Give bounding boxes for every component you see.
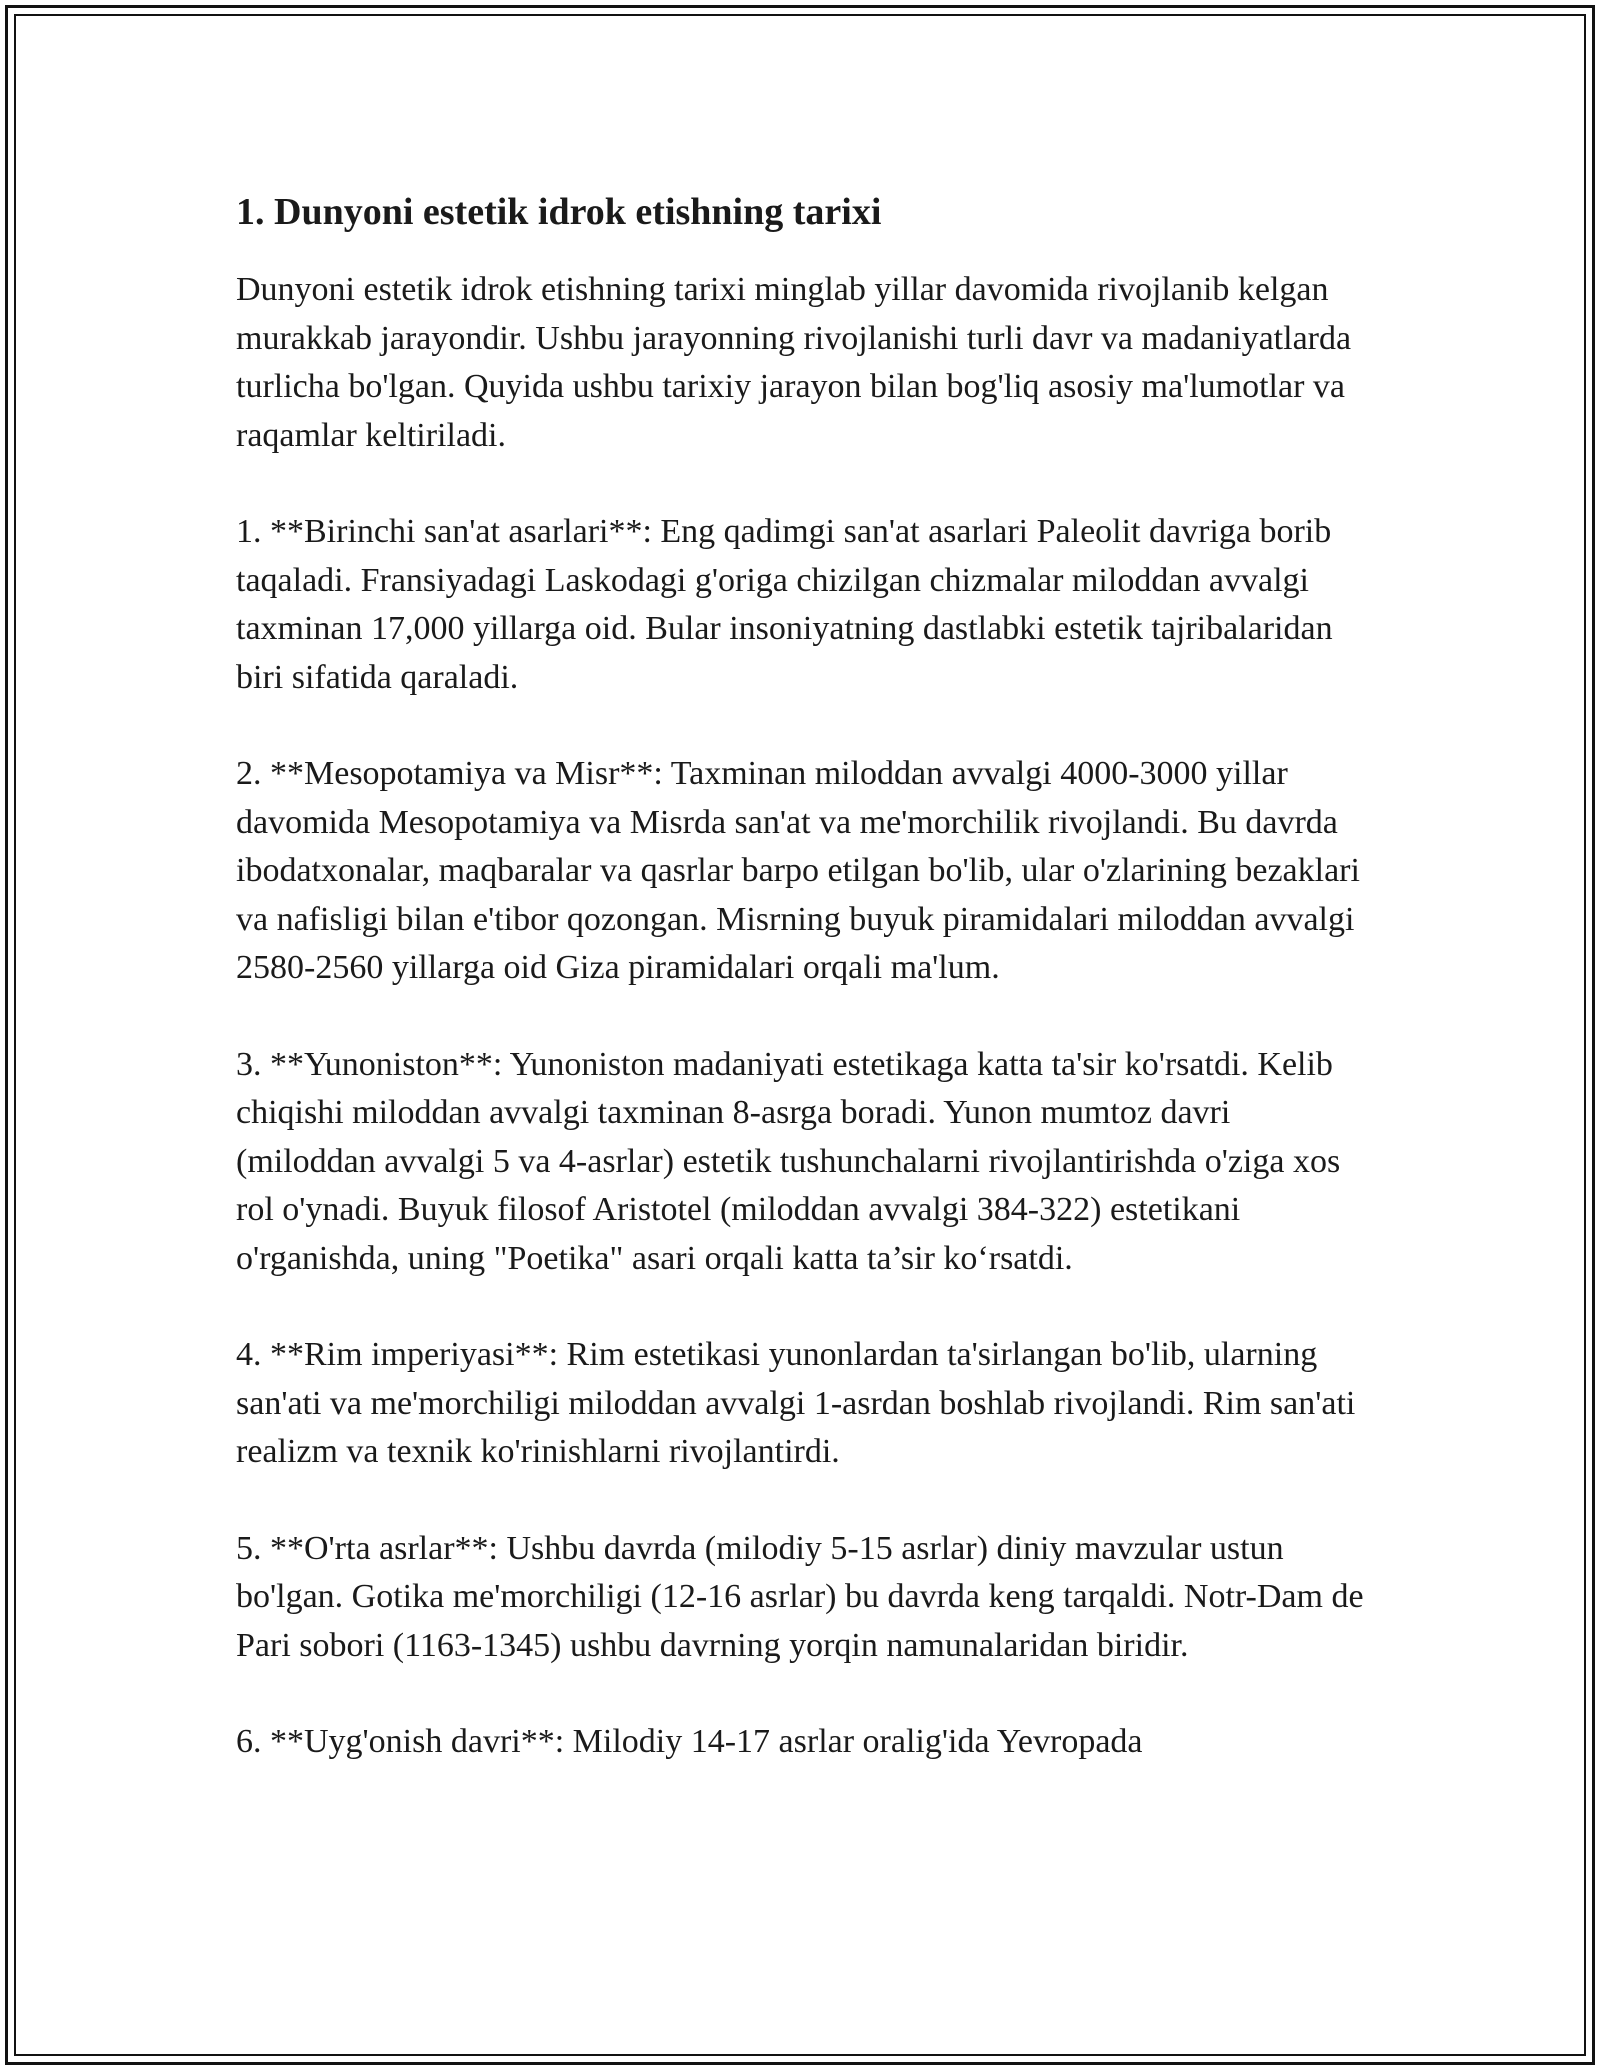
document-body — [236, 186, 1376, 1815]
list-item-roman-empire: 4. **Rim imperiyasi**: Rim estetikasi yunonlardan ta'sirlangan bo'lib, ularning san'ati va me'morchiligi miloddan avvalgi 1-asrdan boshlab rivojlandi. Rim san'ati realizm va texnik ko'rinishlarni rivojlantirdi. — [236, 1336, 1356, 1470]
list-item-middle-ages: 5. **O'rta asrlar**: Ushbu davrda (milodiy 5-15 asrlar) diniy mavzular ustun bo'lgan. Gotika me'morchiligi (12-16 asrlar) bu davrda keng tarqaldi. Notr-Dam de Pari sobori (1163-1345) ushbu davrning yorqin namunalaridan biridir. — [236, 1529, 1364, 1664]
list-item-mesopotamia-egypt: 2. **Mesopotamiya va Misr**: Taxminan miloddan avvalgi 4000-3000 yillar davomida Mesopotamiya va Misrda san'at va me'morchilik rivojlandi. Bu davrda ibodatxonalar, maqbaralar va qasrlar barpo etilgan bo'lib, ular o'zlarining bezaklari va nafisligi bilan e'tibor qozongan. Misrning buyuk piramidalari miloddan avvalgi 2580-2560 yillarga oid Giza piramidalari orqali ma'lum. — [236, 755, 1360, 986]
document-title: 1. Dunyoni estetik idrok etishning tarixi — [236, 191, 882, 233]
list-item-first-artworks: 1. **Birinchi san'at asarlari**: Eng qadimgi san'at asarlari Paleolit davriga borib taqaladi. Fransiyadagi Laskodagi g'origa chizilgan chizmalar miloddan avvalgi taxminan 17,000 yillarga oid. Bular insoniyatning dastlabki estetik tajribalaridan biri sifatida qaraladi. — [236, 513, 1333, 696]
intro-paragraph: Dunyoni estetik idrok etishning tarixi minglab yillar davomida rivojlanib kelgan murakkab jarayondir. Ushbu jarayonning rivojlanishi turli davr va madaniyatlarda turlicha bo'lgan. Quyida ushbu tarixiy jarayon bilan bog'liq asosiy ma'lumotlar va raqamlar keltiriladi. — [236, 271, 1352, 454]
list-item-greece: 3. **Yunoniston**: Yunoniston madaniyati estetikaga katta ta'sir ko'rsatdi. Kelib chiqishi miloddan avvalgi taxminan 8-asrga boradi. Yunon mumtoz davri (miloddan avvalgi 5 va 4-asrlar) estetik tushunchalarni rivojlantirishda o'ziga xos rol o'ynadi. Buyuk filosof Aristotel (miloddan avvalgi 384-322) estetikani o'rganishda, uning "Poetika" asari orqali katta ta’sir ko‘rsatdi. — [236, 1045, 1341, 1277]
list-item-renaissance: 6. **Uyg'onish davri**: Milodiy 14-17 asrlar oralig'ida Yevropada — [236, 1723, 1143, 1760]
